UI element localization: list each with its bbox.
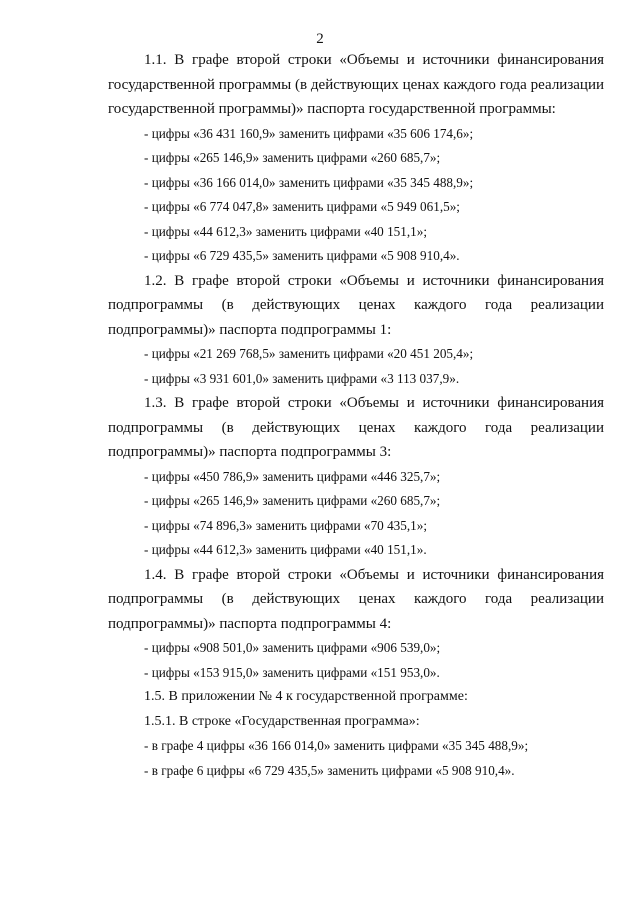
- section-1-1: [108, 48, 604, 269]
- list-item: - цифры «36 431 160,9» заменить цифрами «35 606 174,6»;: [144, 125, 474, 141]
- list-item: - цифры «6 774 047,8» заменить цифрами «5 949 061,5»;: [144, 199, 460, 214]
- section-1-4: [108, 563, 604, 686]
- list-item: - цифры «74 896,3» заменить цифрами «70 435,1»;: [144, 517, 428, 533]
- list-item: - цифры «44 612,3» заменить цифрами «40 151,1».: [144, 542, 427, 557]
- section-heading: 1.5. В приложении № 4 к государственной программе:: [144, 689, 468, 704]
- list-item: - цифры «265 146,9» заменить цифрами «260 685,7»;: [144, 493, 441, 508]
- section-heading: 1.1. В графе второй строки «Объемы и источники финансирования государственной программы (в действующих ценах каждого года реализации государственной программы)» паспорта государственной программы:: [108, 52, 604, 117]
- section-1-2: [108, 269, 604, 392]
- section-heading: 1.2. В графе второй строки «Объемы и источники финансирования подпрограммы (в действующих ценах каждого года реализации подпрограммы)» паспорта подпрограммы 1:: [108, 272, 604, 338]
- section-heading: 1.3. В графе второй строки «Объемы и источники финансирования подпрограммы (в действующих ценах каждого года реализации подпрограммы)» паспорта подпрограммы 3:: [108, 395, 604, 460]
- section-heading: 1.4. В графе второй строки «Объемы и источники финансирования подпрограммы (в действующих ценах каждого года реализации подпрограммы)» паспорта подпрограммы 4:: [108, 566, 604, 632]
- subsection-heading: 1.5.1. В строке «Государственная программа»:: [144, 713, 420, 729]
- list-item: - цифры «153 915,0» заменить цифрами «151 953,0».: [144, 664, 440, 680]
- list-item: - цифры «21 269 768,5» заменить цифрами «20 451 205,4»;: [144, 346, 474, 361]
- page-number: 2: [316, 31, 324, 47]
- list-item: - цифры «36 166 014,0» заменить цифрами «35 345 488,9»;: [144, 174, 474, 190]
- list-item: - цифры «6 729 435,5» заменить цифрами «5 908 910,4».: [144, 248, 460, 263]
- list-item: - цифры «450 786,9» заменить цифрами «446 325,7»;: [144, 468, 441, 484]
- list-item: - цифры «265 146,9» заменить цифрами «260 685,7»;: [144, 150, 441, 165]
- document-body: [108, 48, 604, 783]
- list-item: - в графе 6 цифры «6 729 435,5» заменить цифрами «5 908 910,4».: [144, 762, 515, 778]
- list-item: - цифры «3 931 601,0» заменить цифрами «3 113 037,9».: [144, 370, 460, 386]
- section-1-5: [108, 685, 604, 783]
- section-1-3: [108, 391, 604, 563]
- list-item: - в графе 4 цифры «36 166 014,0» заменить цифрами «35 345 488,9»;: [144, 738, 529, 753]
- list-item: - цифры «908 501,0» заменить цифрами «906 539,0»;: [144, 640, 441, 655]
- list-item: - цифры «44 612,3» заменить цифрами «40 151,1»;: [144, 223, 428, 239]
